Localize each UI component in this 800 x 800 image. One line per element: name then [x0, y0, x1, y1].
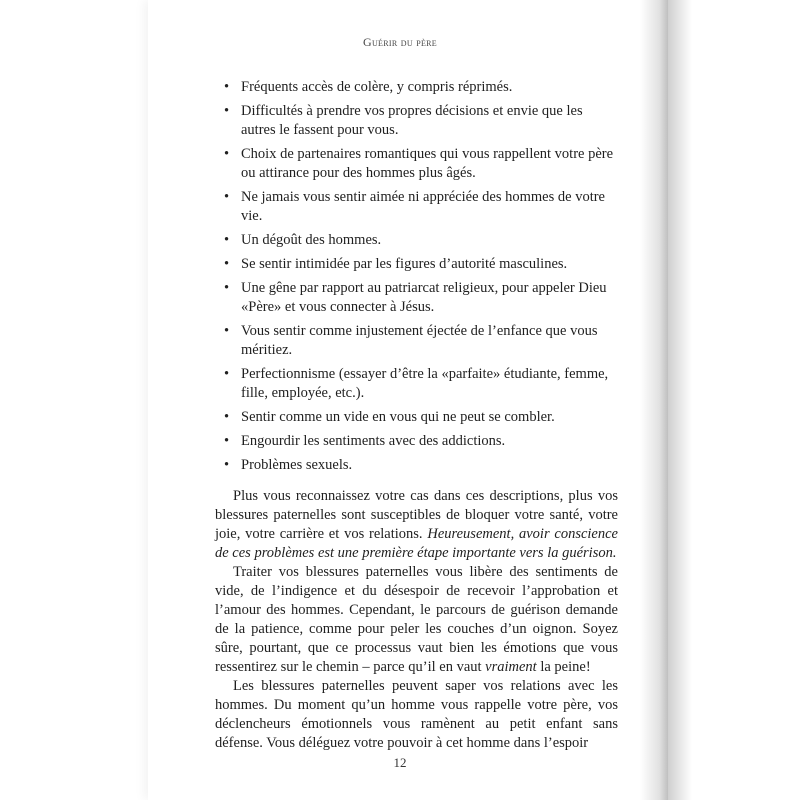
list-item — [215, 322, 618, 360]
page-number: 12 — [393, 755, 407, 770]
list-item-text: Problèmes sexuels. — [241, 457, 353, 473]
paragraph-text: Les blessures paternelles peuvent saper vos relations avec les hommes. Du moment qu’un homme vous rappelle votre père, vos déclencheurs émotionnels vous ramènent au petit enfant sans défense. Vous déléguez votre pouvoir à cet homme dans l’espoir — [215, 678, 618, 751]
list-item-text: Vous sentir comme injustement éjectée de l’enfance que vous méritiez. — [241, 323, 598, 358]
paragraph — [215, 563, 618, 677]
page-body — [215, 78, 618, 753]
paragraph-text: Plus vous reconnaissez votre cas dans ces descriptions, plus vos blessures paternelles sont susceptibles de bloquer votre santé, votre joie, votre carrière et vos relations. — [215, 488, 618, 542]
spine-shadow — [640, 0, 668, 800]
list-item-text: Engourdir les sentiments avec des addictions. — [241, 433, 506, 449]
bullet-icon: • — [224, 409, 230, 425]
symptom-list — [215, 78, 618, 475]
paragraph-text: la peine! — [536, 659, 591, 675]
list-item — [215, 255, 618, 274]
bullet-icon: • — [224, 256, 230, 272]
list-item-text: Sentir comme un vide en vous qui ne peut se combler. — [241, 409, 555, 425]
list-item — [215, 231, 618, 250]
list-item — [215, 456, 618, 475]
list-item — [215, 432, 618, 451]
list-item — [215, 188, 618, 226]
bullet-icon: • — [224, 280, 230, 296]
list-item — [215, 279, 618, 317]
list-item — [215, 145, 618, 183]
paragraph-text: Traiter vos blessures paternelles vous libère des sentiments de vide, de l’indigence et du désespoir de recevoir l’approbation et l’amour des hommes. Cependant, le parcours de guérison demande de la patience, comme pour peler les couches d’un oignon. Soyez sûre, pourtant, que ce processus vaut bien les émotions que vous ressentirez sur le chemin – parce qu’il en vaut — [215, 564, 618, 675]
list-item-text: Ne jamais vous sentir aimée ni appréciée des hommes de votre vie. — [241, 189, 605, 224]
facing-page-edge — [668, 0, 800, 800]
bullet-icon: • — [224, 103, 230, 119]
list-item — [215, 78, 618, 97]
bullet-icon: • — [224, 189, 230, 205]
list-item — [215, 365, 618, 403]
list-item-text: Fréquents accès de colère, y compris réprimés. — [241, 79, 513, 95]
list-item-text: Perfectionnisme (essayer d’être la «parfaite» étudiante, femme, fille, employée, etc.). — [241, 366, 609, 401]
bullet-icon: • — [224, 323, 230, 339]
paragraph — [215, 487, 618, 563]
list-item-text: Un dégoût des hommes. — [241, 232, 382, 248]
list-item-text: Une gêne par rapport au patriarcat religieux, pour appeler Dieu «Père» et vous connecter à Jésus. — [241, 280, 607, 315]
paragraph — [215, 677, 618, 753]
paragraph-emphasis: vraiment — [485, 659, 537, 675]
bullet-icon: • — [224, 433, 230, 449]
bullet-icon: • — [224, 146, 230, 162]
list-item-text: Choix de partenaires romantiques qui vous rappellent votre père ou attirance pour des hommes plus âgés. — [241, 146, 614, 181]
bullet-icon: • — [224, 232, 230, 248]
running-header: Guérir du père — [363, 35, 437, 49]
bullet-icon: • — [224, 79, 230, 95]
list-item-text: Se sentir intimidée par les figures d’autorité masculines. — [241, 256, 568, 272]
list-item — [215, 408, 618, 427]
list-item — [215, 102, 618, 140]
bullet-icon: • — [224, 366, 230, 382]
bullet-icon: • — [224, 457, 230, 473]
paragraph-emphasis: Heureusement, avoir conscience de ces problèmes est une première étape importante vers la guérison. — [215, 526, 618, 561]
list-item-text: Difficultés à prendre vos propres décisions et envie que les autres le fassent pour vous. — [241, 103, 583, 138]
